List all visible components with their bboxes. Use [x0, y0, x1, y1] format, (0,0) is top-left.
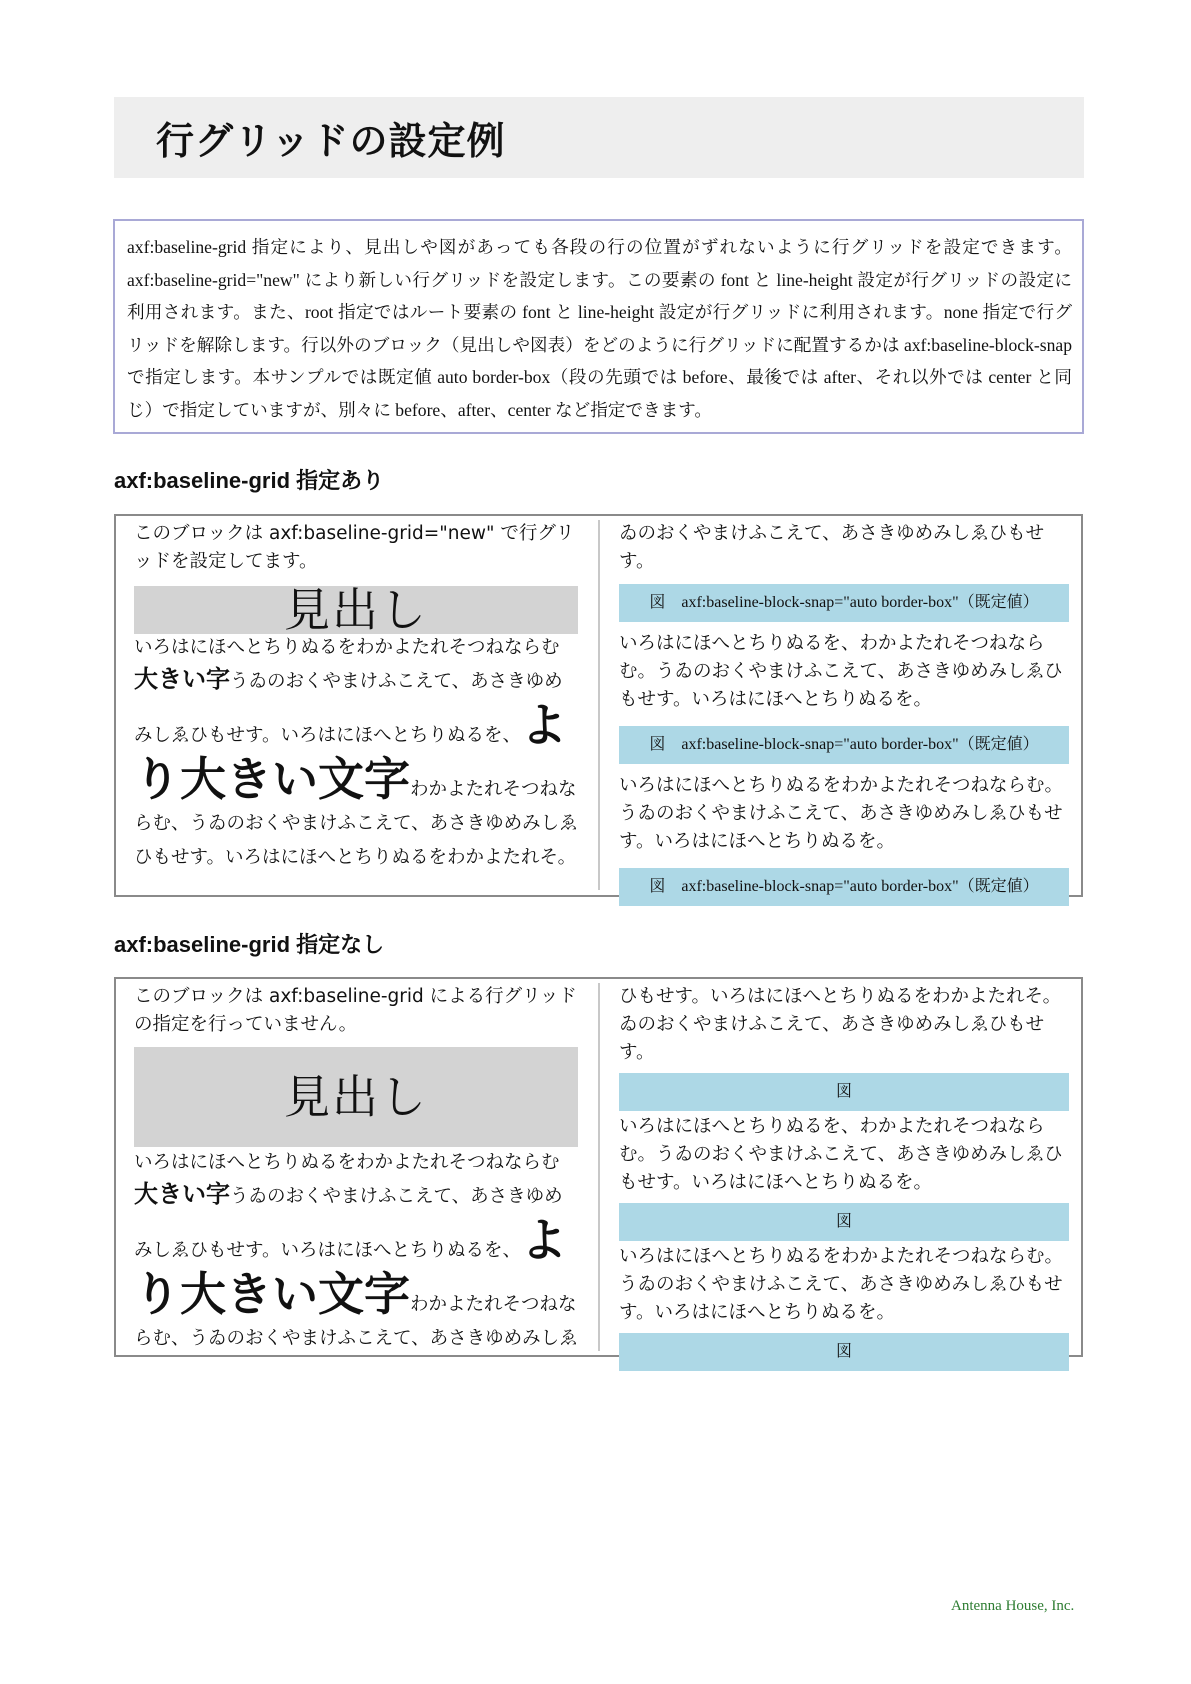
footer-company: Antenna House, Inc.	[951, 1598, 1075, 1614]
section1-left-paragraph	[134, 662, 578, 875]
section2-right-p1: ひもせす。いろはにほへとちりぬるをわかよたれそ。ゐのおくやまけふこえて、あさきゆめみしゑひもせす。	[619, 986, 1062, 1063]
section2-right-p2: いろはにほへとちりぬるを、わかよたれそつねならむ。うゐのおくやまけふこえて、あさきゆめみしゑひもせす。いろはにほへとちりぬるを。	[619, 1116, 1063, 1193]
section2-left-intro: このブロックは axf:baseline-grid による行グリッドの指定を行っていません。	[134, 986, 577, 1035]
big-text: 大きい字	[134, 665, 230, 693]
section1-left-line1: いろはにほへとちりぬるをわかよたれそつねならむ	[134, 637, 560, 658]
bigger-text: より大きい文字	[134, 1213, 568, 1321]
page-title: 行グリッドの設定例	[156, 119, 506, 163]
section1-heading: axf:baseline-grid 指定あり	[114, 468, 385, 493]
section2-left-line1: いろはにほへとちりぬるをわかよたれそつねならむ	[134, 1152, 560, 1173]
section2-left-column	[134, 983, 578, 1356]
big-text: 大きい字	[134, 1180, 230, 1208]
section1-left-column	[134, 520, 578, 875]
after-big-text: うゐのおくやまけふこえて、あさきゆめみしゑひもせす。いろはにほへとちりぬるを、	[134, 1186, 563, 1261]
section1-right-p2: いろはにほへとちりぬるを、わかよたれそつねならむ。うゐのおくやまけふこえて、あさきゆめみしゑひもせす。いろはにほへとちりぬるを。	[619, 633, 1063, 710]
after-bigger-text: わかよたれそつねならむ、うゐのおくやまけふこえて、あさきゆめみしゑひもせす。いろはにほへとちりぬるをわかよたれそ。	[134, 779, 578, 868]
section2-figure-2: 図	[619, 1203, 1069, 1241]
section2-left-paragraph	[134, 1177, 578, 1356]
intro-box	[113, 219, 1084, 434]
section2-left-heading: 見出し	[134, 1047, 578, 1147]
section2-right-column	[619, 983, 1069, 1371]
after-big-text: うゐのおくやまけふこえて、あさきゆめみしゑひもせす。いろはにほへとちりぬるを、	[134, 671, 563, 746]
section1-right-column	[619, 520, 1069, 906]
section1-left-intro: このブロックは axf:baseline-grid="new" で行グリッドを設定してます。	[134, 523, 575, 572]
after-bigger-text: わかよたれそつねならむ、うゐのおくやまけふこえて、あさきゆめみしゑ	[134, 1294, 578, 1349]
section1-figure-1: 図 axf:baseline-block-snap="auto border-box"（既定値）	[619, 584, 1069, 622]
section1-figure-3: 図 axf:baseline-block-snap="auto border-box"（既定値）	[619, 868, 1069, 906]
section2-figure-3: 図	[619, 1333, 1069, 1371]
section2-figure-1: 図	[619, 1073, 1069, 1111]
section2-box	[114, 977, 1083, 1360]
column-divider	[598, 520, 600, 890]
section1-box	[114, 514, 1083, 897]
column-divider	[598, 983, 600, 1351]
title-bar	[114, 97, 1084, 178]
bigger-text: より大きい文字	[134, 698, 568, 806]
intro-text: axf:baseline-grid 指定により、見出しや図があっても各段の行の位置がずれないように行グリッドを設定できます。axf:baseline-grid="new" により新しい行グリッドを設定します。この要素の font と line-height 設定が行グリッドの設定に利用されます。また、root 指定ではルート要素の font と line-height 設定が行グリッドに利用されます。none 指定で行グリッドを解除します。行以外のブロック（見出しや図表）をどのように行グリッドに配置するかは axf:baseline-block-snap で指定します。本サンプルでは既定値 auto border-box（段の先頭では before、最後では after、それ以外では center と同じ）で指定していますが、別々に before、after、center など指定できます。	[127, 237, 1072, 420]
section1-left-heading: 見出し	[134, 586, 578, 634]
section2-heading: axf:baseline-grid 指定なし	[114, 932, 385, 957]
section1-figure-2: 図 axf:baseline-block-snap="auto border-box"（既定値）	[619, 726, 1069, 764]
section2-right-p3: いろはにほへとちりぬるをわかよたれそつねならむ。うゐのおくやまけふこえて、あさきゆめみしゑひもせす。いろはにほへとちりぬるを。	[619, 1246, 1064, 1323]
section1-right-p1: ゐのおくやまけふこえて、あさきゆめみしゑひもせす。	[619, 523, 1045, 572]
section1-right-p3: いろはにほへとちりぬるをわかよたれそつねならむ。うゐのおくやまけふこえて、あさきゆめみしゑひもせす。いろはにほへとちりぬるを。	[619, 775, 1064, 852]
